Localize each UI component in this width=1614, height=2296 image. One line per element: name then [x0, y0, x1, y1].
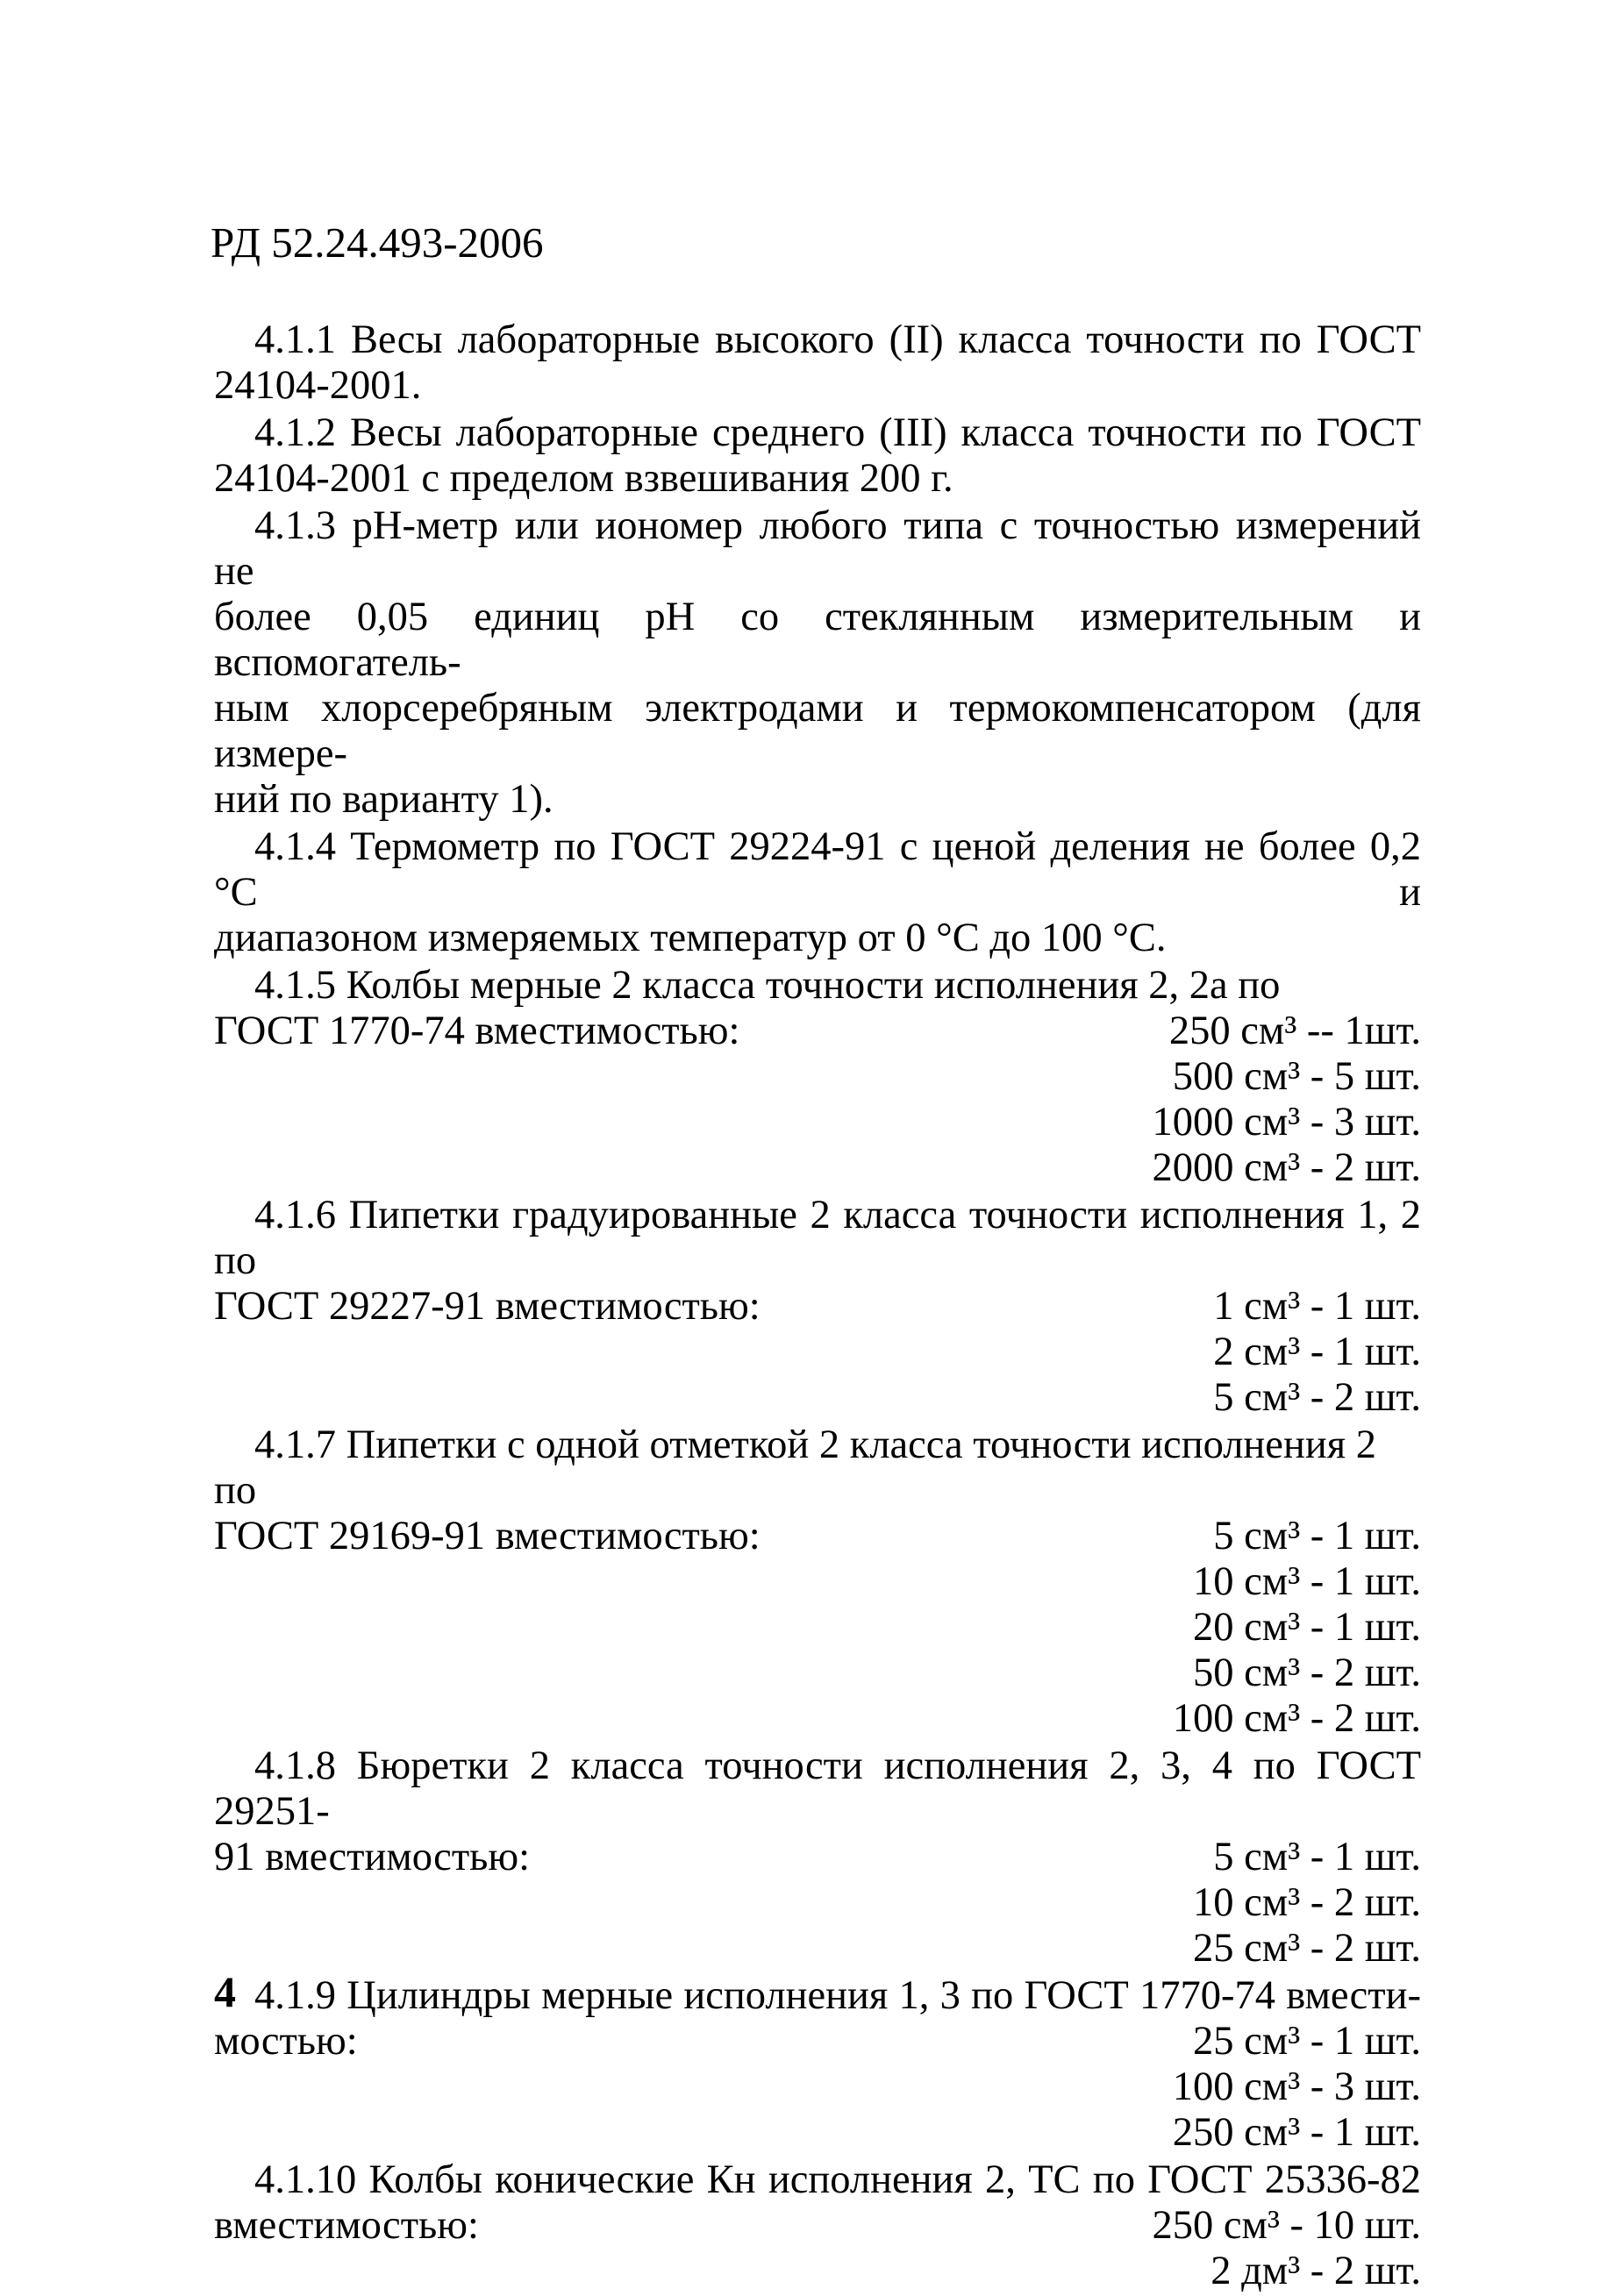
volume-item: 10 см³ - 2 шт.	[1193, 1880, 1421, 1925]
page-number: 4	[214, 1967, 236, 2016]
paragraph-4-1-10	[214, 2157, 1421, 2294]
paragraph-4-1-8	[214, 1743, 1421, 1972]
volume-row	[214, 1375, 1421, 1421]
paragraph-line: 4.1.5 Колбы мерные 2 класса точности исполнения 2, 2а по	[254, 963, 1281, 1008]
volume-item: 250 см³ - 1 шт.	[1172, 2110, 1421, 2155]
volume-item: 5 см³ - 1 шт.	[1213, 1514, 1421, 1558]
volume-item: 1000 см³ - 3 шт.	[1152, 1100, 1421, 1144]
volume-item: 100 см³ - 3 шт.	[1172, 2064, 1421, 2109]
volume-row	[214, 1926, 1421, 1972]
volume-item: 10 см³ - 1 шт.	[1193, 1559, 1421, 1604]
volume-item: 1 см³ - 1 шт.	[1213, 1284, 1421, 1329]
paragraph-line: вместимостью:	[214, 2203, 479, 2248]
paragraph-line: 24104-2001.	[214, 363, 422, 408]
paragraph-line: 4.1.2 Весы лабораторные среднего (III) класса точности по ГОСТ	[254, 410, 1421, 455]
volume-item: 50 см³ - 2 шт.	[1193, 1651, 1421, 1695]
paragraph-4-1-5	[214, 963, 1421, 1191]
volume-row	[214, 1605, 1421, 1651]
volume-item: 25 см³ - 1 шт.	[1193, 2019, 1421, 2064]
paragraph-4-1-9	[214, 1973, 1421, 2156]
volume-row	[214, 1284, 1421, 1330]
volume-row	[214, 2203, 1421, 2249]
paragraph-line: мостью:	[214, 2019, 358, 2064]
volume-row	[214, 1009, 1421, 1054]
volume-item: 2 дм³ - 2 шт.	[1210, 2249, 1421, 2293]
paragraph-line: 4.1.6 Пипетки градуированные 2 класса точности исполнения 1, 2 по	[214, 1193, 1421, 1283]
paragraph-4-1-2	[214, 410, 1421, 502]
volume-item: 100 см³ - 2 шт.	[1172, 1696, 1421, 1741]
paragraph-line: 4.1.4 Термометр по ГОСТ 29224-91 с ценой деления не более 0,2 °С и	[214, 824, 1421, 915]
paragraph-line: 4.1.3 pH-метр или иономер любого типа с точностью измерений не	[214, 503, 1421, 594]
paragraph-line: ний по варианту 1).	[214, 777, 553, 822]
paragraph-line: 4.1.10 Колбы конические Кн исполнения 2, ТС по ГОСТ 25336-82	[254, 2157, 1421, 2202]
paragraph-line: диапазоном измеряемых температур от 0 °С до 100 °С.	[214, 916, 1167, 960]
paragraph-4-1-1	[214, 317, 1421, 409]
volume-item: 2 см³ - 1 шт.	[1213, 1330, 1421, 1374]
paragraph-line: 4.1.8 Бюретки 2 класса точности исполнения 2, 3, 4 по ГОСТ 29251-	[214, 1743, 1421, 1834]
document-body	[214, 317, 1421, 2296]
volume-row	[214, 1835, 1421, 1880]
paragraph-line: 91 вместимостью:	[214, 1835, 531, 1879]
volume-item: 2000 см³ - 2 шт.	[1152, 1145, 1421, 1190]
document-header: РД 52.24.493-2006	[211, 218, 544, 267]
volume-row	[214, 2019, 1421, 2064]
volume-row	[214, 2110, 1421, 2156]
paragraph-line: ГОСТ 29227-91 вместимостью:	[214, 1284, 761, 1329]
volume-row	[214, 1559, 1421, 1605]
volume-item: 250 см³ - 10 шт.	[1152, 2203, 1421, 2248]
paragraph-line: ГОСТ 1770-74 вместимостью:	[214, 1009, 740, 1053]
paragraph-4-1-7	[214, 1423, 1421, 1742]
paragraph-4-1-4	[214, 824, 1421, 961]
volume-item: 20 см³ - 1 шт.	[1193, 1605, 1421, 1650]
paragraph-line: 4.1.7 Пипетки с одной отметкой 2 класса точности исполнения 2 по	[214, 1423, 1376, 1513]
volume-row	[214, 1054, 1421, 1100]
volume-row	[214, 1330, 1421, 1375]
volume-item: 250 см³ -- 1шт.	[1168, 1009, 1421, 1053]
volume-item: 25 см³ - 2 шт.	[1193, 1926, 1421, 1971]
paragraph-line: ным хлорсеребряным электродами и термокомпенсатором (для измере-	[214, 686, 1421, 776]
volume-row	[214, 1696, 1421, 1742]
volume-row	[214, 1651, 1421, 1696]
volume-item: 5 см³ - 1 шт.	[1213, 1835, 1421, 1879]
volume-item: 5 см³ - 2 шт.	[1213, 1375, 1421, 1420]
volume-row	[214, 1100, 1421, 1145]
volume-row	[214, 2064, 1421, 2110]
volume-row	[214, 1514, 1421, 1559]
volume-row	[214, 2249, 1421, 2294]
volume-row	[214, 1145, 1421, 1191]
paragraph-line: ГОСТ 29169-91 вместимостью:	[214, 1514, 761, 1558]
volume-item: 500 см³ - 5 шт.	[1172, 1054, 1421, 1099]
paragraph-line: более 0,05 единиц pH со стеклянным измерительным и вспомогатель-	[214, 595, 1421, 685]
paragraph-line: 4.1.9 Цилиндры мерные исполнения 1, 3 по ГОСТ 1770-74 вмести-	[254, 1973, 1421, 2018]
paragraph-4-1-3	[214, 503, 1421, 823]
volume-row	[214, 1880, 1421, 1926]
paragraph-4-1-6	[214, 1193, 1421, 1421]
paragraph-line: 4.1.1 Весы лабораторные высокого (II) класса точности по ГОСТ	[254, 317, 1421, 362]
paragraph-line: 24104-2001 с пределом взвешивания 200 г.	[214, 456, 953, 501]
